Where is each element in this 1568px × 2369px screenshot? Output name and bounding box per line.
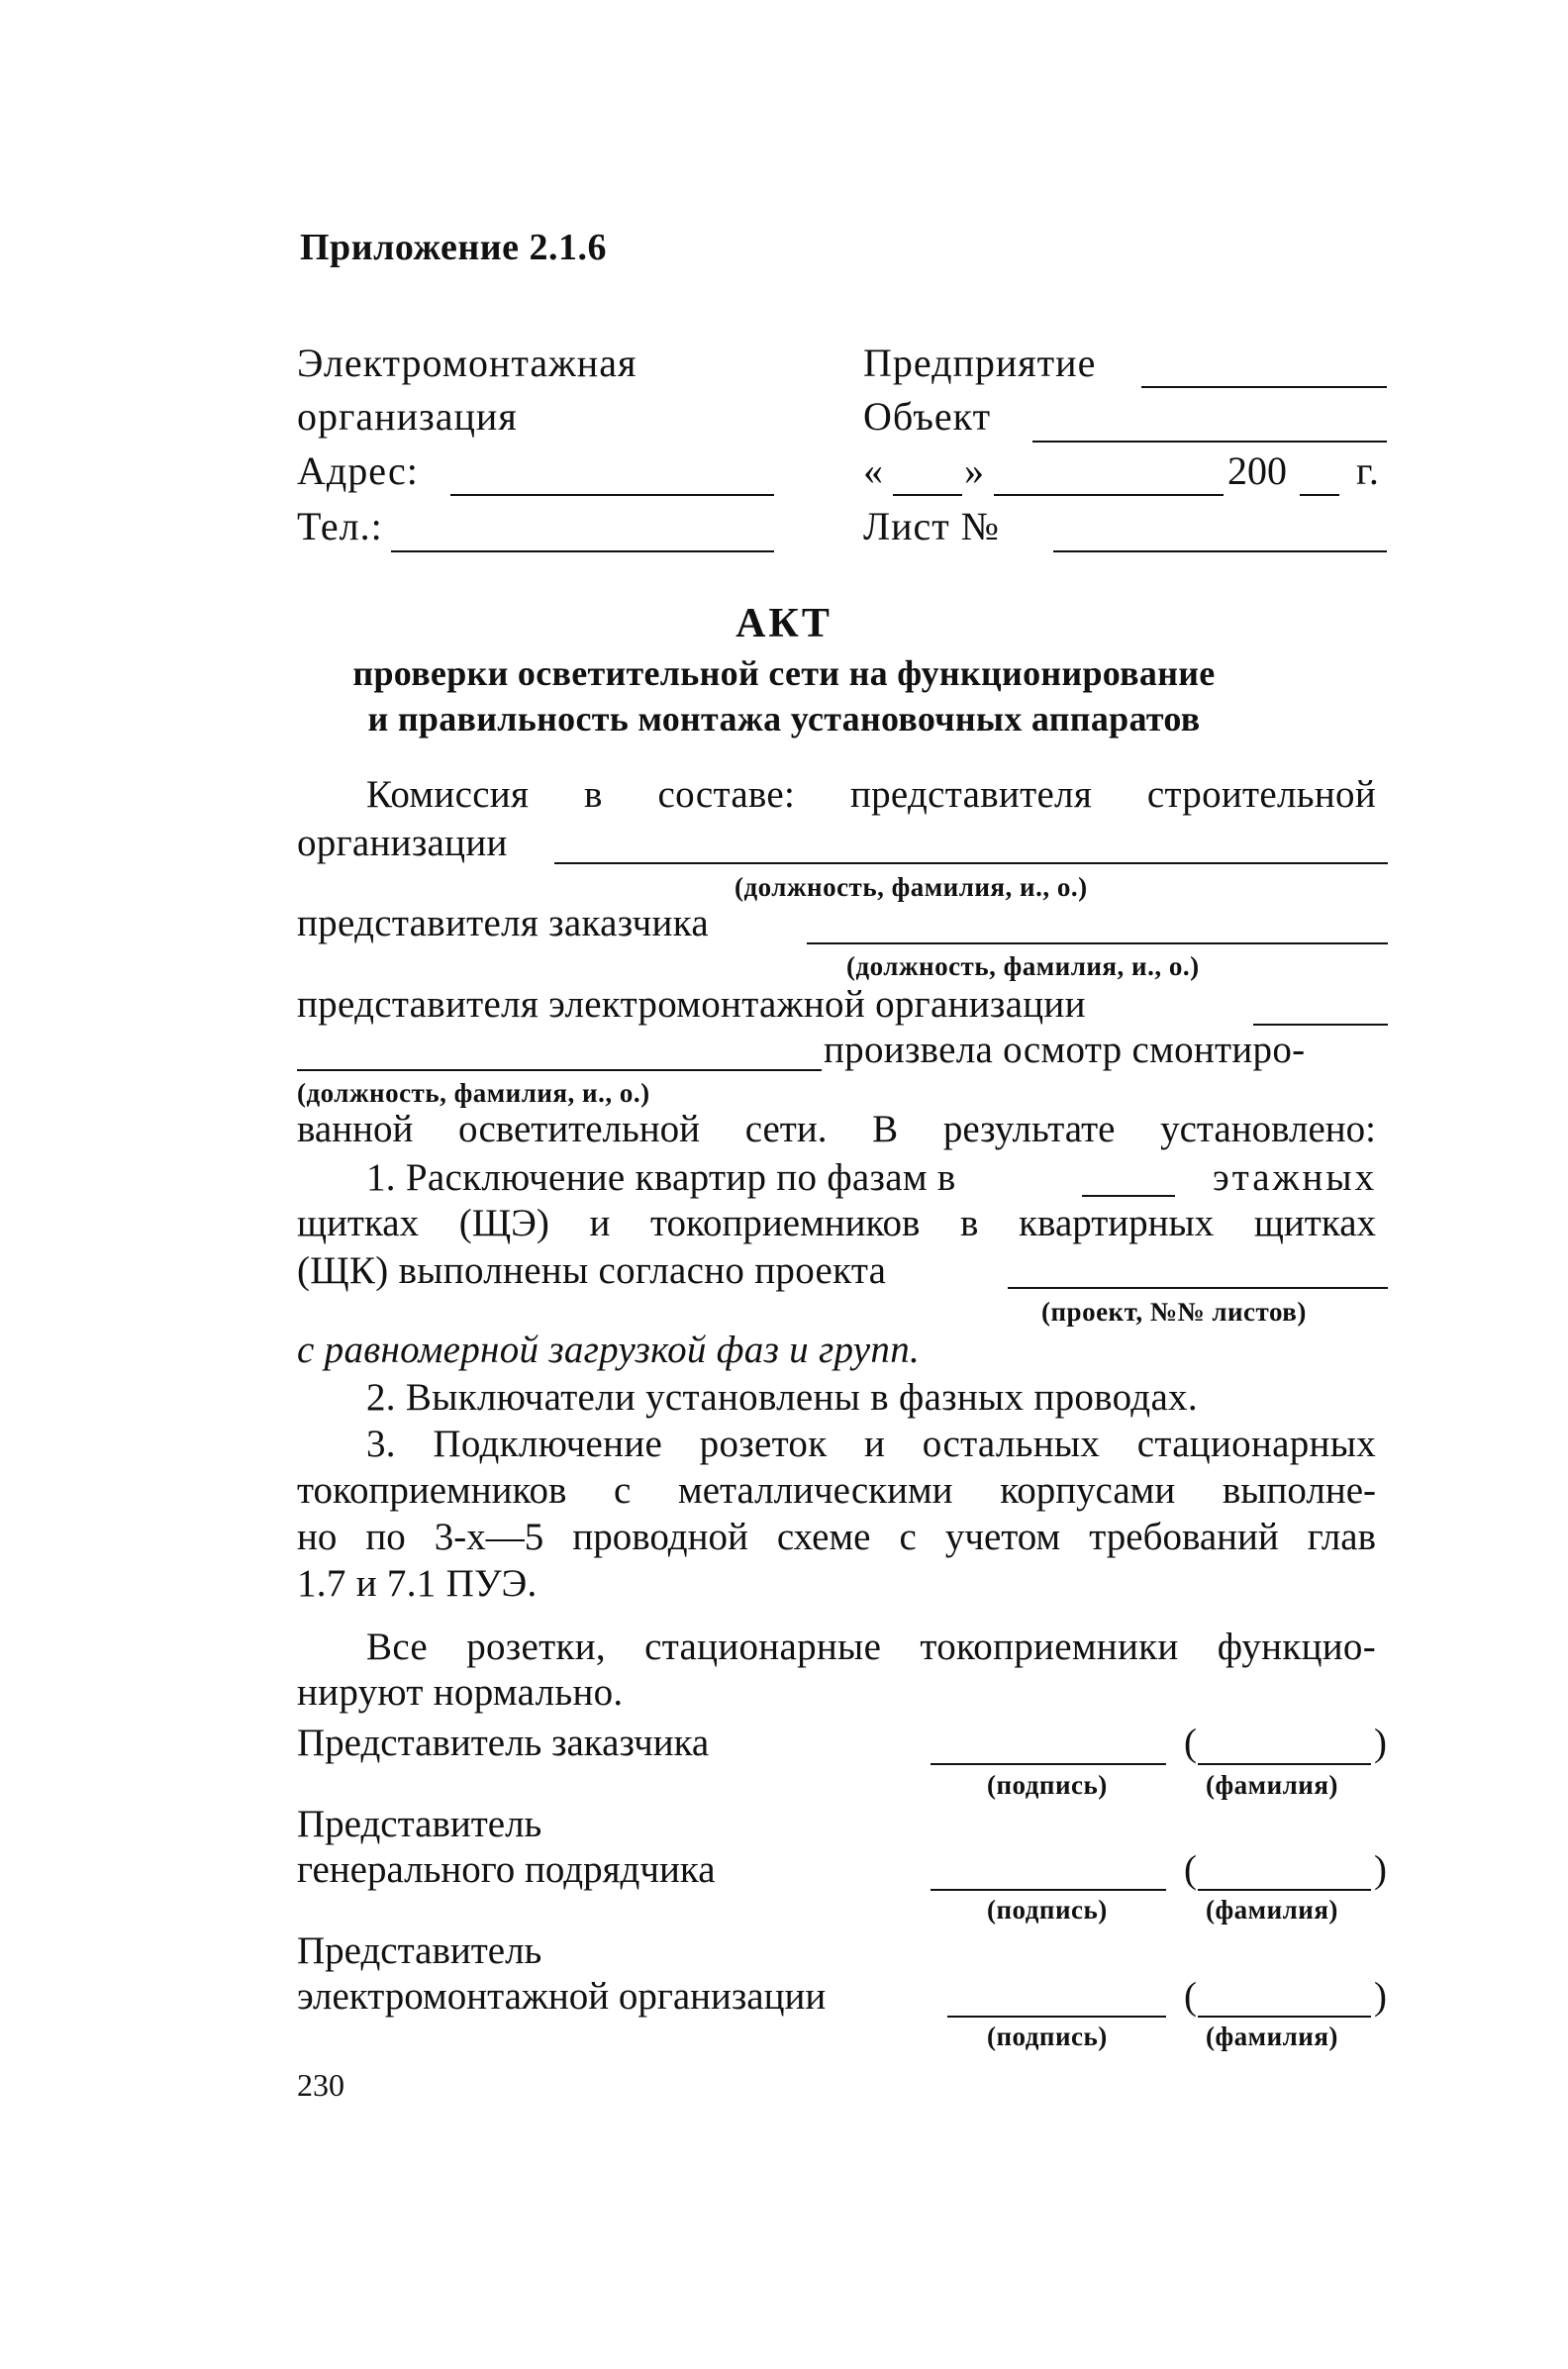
- date-year-suffix: г.: [1356, 448, 1380, 493]
- conclusion-line2: нируют нормально.: [297, 1671, 624, 1714]
- contractor-signature-label-line2: генерального подрядчика: [297, 1848, 716, 1891]
- electro-signature-label-line2: электромонтажной организации: [297, 1975, 827, 2018]
- electro-paren-open: (: [1184, 1975, 1197, 2018]
- item3-line1: 3. Подключение розеток и остальных стационарных: [366, 1423, 1376, 1465]
- construction-org-rep-field[interactable]: [554, 862, 1388, 864]
- electro-rep-label: представителя электромонтажной организации: [297, 983, 1086, 1026]
- address-field[interactable]: [450, 494, 774, 496]
- contractor-paren-open: (: [1184, 1848, 1197, 1891]
- project-sheets-field[interactable]: [1008, 1287, 1388, 1289]
- electro-paren-close: ): [1374, 1975, 1387, 2018]
- item1-line4: с равномерной загрузкой фаз и групп.: [297, 1329, 921, 1371]
- date-close-quote: »: [964, 448, 985, 493]
- electro-rep-field-part2[interactable]: [297, 1069, 822, 1071]
- electro-rep-caption: (должность, фамилия, и., о.): [297, 1078, 650, 1108]
- result-line: ванной осветительной сети. В результате установлено:: [297, 1108, 1376, 1150]
- customer-rep-caption: (должность, фамилия, и., о.): [846, 951, 1200, 981]
- construction-org-caption: (должность, фамилия, и., о.): [735, 872, 1088, 902]
- page-number: 230: [297, 2067, 344, 2103]
- floor-panels-count-field[interactable]: [1082, 1195, 1175, 1197]
- item1-text-end: этажных: [1213, 1156, 1378, 1199]
- customer-paren-open: (: [1184, 1722, 1197, 1764]
- date-year-field[interactable]: [1300, 494, 1339, 496]
- item1-line2: щитках (ЩЭ) и токоприемников в квартирных щитках: [297, 1202, 1376, 1244]
- contractor-surname-field[interactable]: [1198, 1889, 1371, 1891]
- customer-rep-label: представителя заказчика: [297, 902, 709, 944]
- customer-surname-field[interactable]: [1198, 1763, 1371, 1765]
- object-field[interactable]: [1032, 441, 1387, 443]
- address-label: Адрес:: [297, 448, 419, 493]
- date-year-prefix: 200: [1227, 448, 1287, 493]
- phone-label: Тел.:: [297, 504, 383, 548]
- customer-signature-caption: (подпись): [987, 1770, 1108, 1800]
- date-day-field[interactable]: [893, 494, 962, 496]
- document-subtitle-line2: и правильность монтажа установочных аппаратов: [367, 699, 1201, 739]
- date-open-quote: «: [863, 448, 884, 493]
- electro-surname-caption: (фамилия): [1206, 2022, 1338, 2051]
- customer-surname-caption: (фамилия): [1206, 1770, 1338, 1800]
- sheet-number-label: Лист №: [863, 504, 1000, 548]
- construction-org-label: организации: [297, 822, 508, 864]
- enterprise-label: Предприятие: [863, 341, 1097, 385]
- item1-line3: (ЩК) выполнены согласно проекта: [297, 1249, 887, 1292]
- customer-signature-label: Представитель заказчика: [297, 1722, 710, 1764]
- item3-line2: токоприемников с металлическими корпусами выполне-: [297, 1469, 1376, 1512]
- org-label-line1: Электромонтажная: [297, 341, 637, 385]
- customer-paren-close: ): [1374, 1722, 1387, 1764]
- document-title: АКТ: [735, 601, 833, 646]
- contractor-signature-caption: (подпись): [987, 1895, 1108, 1925]
- item3-line3: но по 3-х—5 проводной схеме с учетом требований глав: [297, 1516, 1376, 1558]
- inspected-text: произвела осмотр смонтиро-: [824, 1029, 1306, 1071]
- item2-text: 2. Выключатели установлены в фазных проводах.: [366, 1376, 1198, 1419]
- object-label: Объект: [863, 394, 992, 439]
- project-sheets-caption: (проект, №№ листов): [1041, 1297, 1307, 1327]
- customer-signature-field[interactable]: [931, 1763, 1166, 1765]
- customer-rep-field[interactable]: [807, 942, 1388, 944]
- conclusion-line1: Все розетки, стационарные токоприемники функцио-: [366, 1626, 1376, 1668]
- sheet-number-field[interactable]: [1053, 550, 1387, 552]
- contractor-surname-caption: (фамилия): [1206, 1895, 1338, 1925]
- enterprise-field[interactable]: [1141, 386, 1387, 388]
- electro-rep-field-part1[interactable]: [1253, 1024, 1388, 1026]
- contractor-paren-close: ): [1374, 1848, 1387, 1891]
- item3-line4: 1.7 и 7.1 ПУЭ.: [297, 1562, 538, 1605]
- org-label-line2: организация: [297, 394, 518, 439]
- commission-line: Комиссия в составе: представителя строительной: [366, 773, 1376, 816]
- item1-text-start: 1. Расключение квартир по фазам в: [366, 1156, 956, 1199]
- contractor-signature-field[interactable]: [931, 1889, 1166, 1891]
- phone-field[interactable]: [391, 550, 774, 552]
- electro-signature-field[interactable]: [947, 2016, 1166, 2018]
- appendix-heading: Приложение 2.1.6: [300, 227, 608, 268]
- electro-signature-caption: (подпись): [987, 2022, 1108, 2051]
- document-subtitle-line1: проверки осветительной сети на функционирование: [352, 653, 1216, 693]
- electro-signature-label-line1: Представитель: [297, 1929, 542, 1972]
- contractor-signature-label-line1: Представитель: [297, 1803, 542, 1845]
- date-month-field[interactable]: [994, 494, 1224, 496]
- electro-surname-field[interactable]: [1198, 2016, 1371, 2018]
